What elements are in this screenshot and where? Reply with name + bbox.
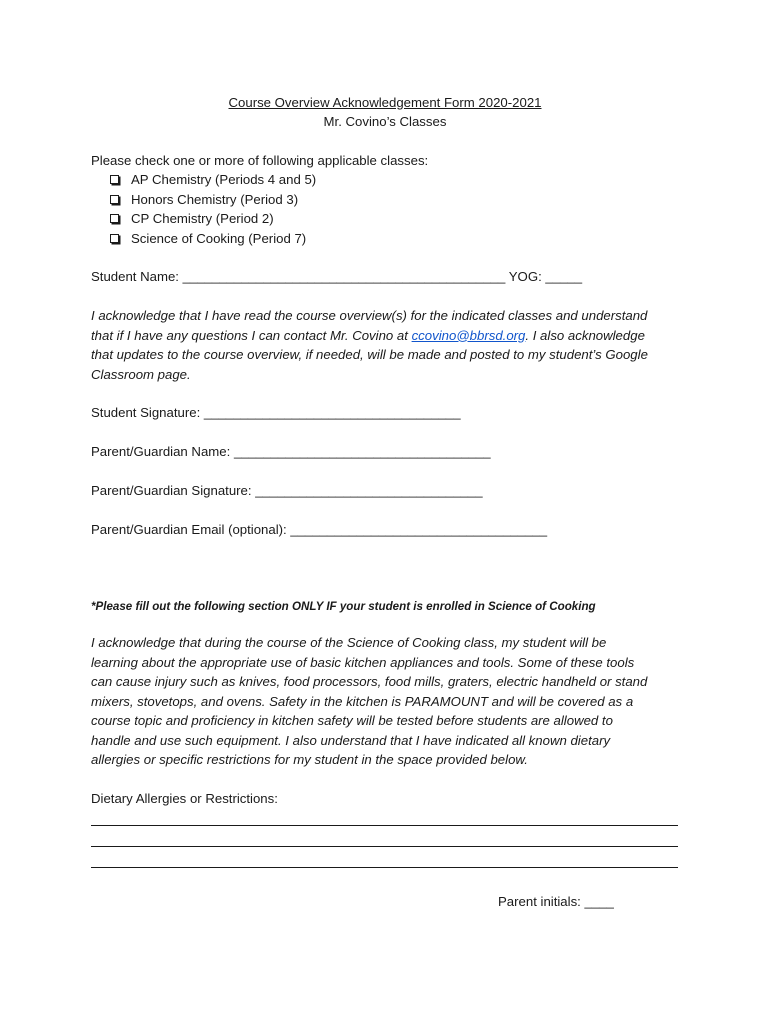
parent-initials-field[interactable]: Parent initials: ____: [498, 894, 614, 909]
checkbox-icon[interactable]: [110, 195, 119, 204]
dietary-answer-line[interactable]: [91, 846, 678, 847]
class-option-science-of-cooking[interactable]: Science of Cooking (Period 7): [110, 229, 316, 249]
parent-name-field[interactable]: Parent/Guardian Name: ___________________________________: [91, 444, 491, 459]
checkbox-icon[interactable]: [110, 234, 119, 243]
form-subtitle: Mr. Covino’s Classes: [323, 114, 447, 129]
checkbox-icon[interactable]: [110, 175, 119, 184]
classes-prompt: Please check one or more of following applicable classes:: [91, 153, 429, 168]
dietary-answer-line[interactable]: [91, 867, 678, 868]
class-option-cp-chemistry[interactable]: CP Chemistry (Period 2): [110, 209, 316, 229]
student-name-field[interactable]: Student Name: ____________________________________________ YOG: _____: [91, 269, 583, 284]
teacher-email-link[interactable]: ccovino@bbrsd.org: [411, 327, 526, 343]
dietary-label: Dietary Allergies or Restrictions:: [91, 791, 278, 806]
checkbox-icon[interactable]: [110, 214, 119, 223]
class-checklist: [110, 170, 316, 248]
parent-email-field[interactable]: Parent/Guardian Email (optional): ___________________________________: [91, 522, 548, 537]
form-title: Course Overview Acknowledgement Form 2020-2021: [228, 95, 542, 110]
class-option-ap-chemistry[interactable]: AP Chemistry (Periods 4 and 5): [110, 170, 316, 190]
class-option-honors-chemistry[interactable]: Honors Chemistry (Period 3): [110, 190, 316, 210]
parent-signature-field[interactable]: Parent/Guardian Signature: _______________________________: [91, 483, 483, 498]
cooking-acknowledgement-paragraph: I acknowledge that during the course of the Science of Cooking class, my student will be learning about the appropriate use of basic kitchen appliances and tools. Some of these tools can cause injury such as knives, food processors, food mills, graters, electric handheld or stand mixers, stovetops, and ovens. Safety in the kitchen is PARAMOUNT and will be covered as a course topic and proficiency in kitchen safety will be tested before students are allowed to handle and use such equipment. I also understand that I have indicated all known dietary allergies or specific restrictions for my student in the space provided below.: [91, 635, 648, 767]
student-signature-field[interactable]: Student Signature: ___________________________________: [91, 405, 461, 420]
cooking-section-note: *Please fill out the following section ONLY IF your student is enrolled in Science of Cooking: [91, 600, 596, 613]
dietary-answer-line[interactable]: [91, 825, 678, 826]
acknowledgement-paragraph: I acknowledge that I have read the course overview(s) for the indicated classes and understand that if I have any questions I can contact Mr. Covino at ccovino@bbrsd.org. I also acknowledge that updates to the course overview, if needed, will be made and posted to my student’s Google Classroom page.: [91, 308, 648, 382]
